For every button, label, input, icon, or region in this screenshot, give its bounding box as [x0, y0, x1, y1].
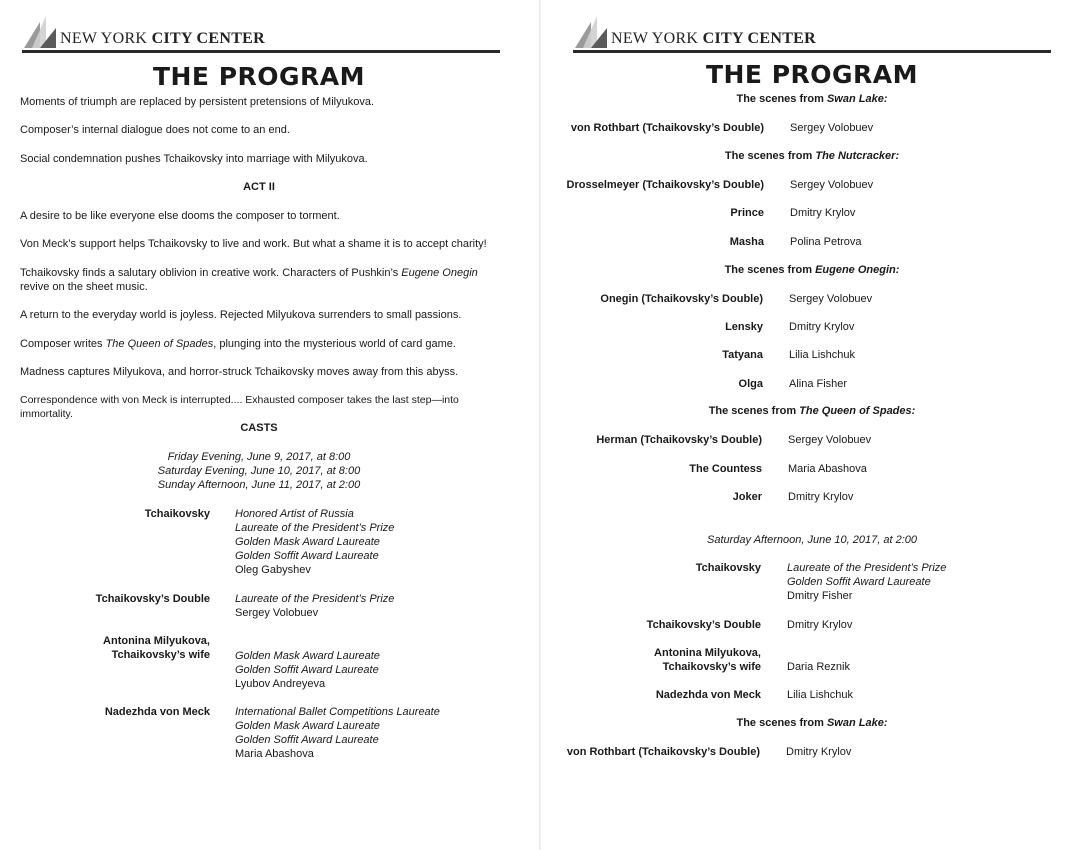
cast-role: von Rothbart (Tchaikovsky’s Double) — [566, 746, 760, 758]
cast-name: Sergey Volobuev — [788, 434, 872, 446]
performance-dates — [20, 450, 498, 492]
performance-date: Saturday Afternoon, June 10, 2017, at 2:00 — [707, 534, 917, 546]
cast-name: Dmitry Krylov — [788, 491, 854, 503]
city-center-logo-icon — [22, 14, 58, 50]
program-paragraph: A return to the everyday world is joyless. Rejected Milyukova surrenders to small passions. — [20, 309, 462, 321]
performance-date: Friday Evening, June 9, 2017, at 8:00 — [167, 451, 351, 463]
cast-name: Sergey Volobuev — [789, 293, 873, 305]
cast-role: Prince — [730, 207, 764, 219]
program-paragraph: Moments of triumph are replaced by persistent pretensions of Milyukova. — [20, 96, 374, 108]
cast-role: Antonina Milyukova, Tchaikovsky’s wife — [103, 635, 210, 661]
cast-role: Drosselmeyer (Tchaikovsky’s Double) — [566, 179, 764, 191]
page-title: THE PROGRAM — [705, 60, 919, 89]
city-center-logo-icon — [573, 14, 609, 50]
cast-info: Daria Reznik — [787, 661, 850, 673]
cast-role: Tatyana — [722, 349, 763, 361]
cast-name: Sergey Volobuev — [790, 179, 874, 191]
scene-heading: The scenes from Swan Lake: — [736, 717, 888, 729]
cast-name: Alina Fisher — [789, 378, 848, 390]
scene-heading: The scenes from The Nutcracker: — [724, 150, 900, 162]
program-paragraph: Madness captures Milyukova, and horror-struck Tchaikovsky moves away from this abyss. — [20, 366, 459, 378]
cast-name: Maria Abashova — [788, 463, 867, 475]
cast-role: Tchaikovsky’s Double — [646, 619, 761, 631]
cast-role: Joker — [732, 491, 762, 503]
cast-role: Nadezhda von Meck — [104, 706, 210, 718]
program-paragraph: Correspondence with von Meck is interrupted.... Exhausted composer takes the last step—into immortality. — [20, 394, 459, 420]
header-rule — [22, 50, 500, 53]
cast-info: Honored Artist of Russia Laureate of the President’s Prize Golden Mask Award Laureate Golden Soffit Award Laureate Oleg Gabyshev — [235, 508, 395, 576]
left-page — [0, 0, 540, 850]
cast-role: Masha — [729, 236, 764, 248]
cast-info: Golden Mask Award Laureate Golden Soffit Award Laureate Lyubov Andreyeva — [235, 650, 380, 690]
performance-date: Sunday Afternoon, June 11, 2017, at 2:00 — [157, 479, 361, 491]
cast-info: Lilia Lishchuk — [787, 689, 854, 701]
cast-name: Dmitry Krylov — [786, 746, 852, 758]
cast-name: Dmitry Krylov — [790, 207, 856, 219]
cast-name: Lilia Lishchuk — [789, 349, 856, 361]
cast-role: The Countess — [689, 463, 762, 475]
cast-info: Laureate of the President’s Prize Sergey Volobuev — [235, 593, 395, 619]
cast-role: Tchaikovsky’s Double — [95, 593, 210, 605]
cast-role: von Rothbart (Tchaikovsky’s Double) — [570, 122, 764, 134]
cast-role: Nadezhda von Meck — [655, 689, 761, 701]
cast-name: Dmitry Krylov — [789, 321, 855, 333]
cast-role: Antonina Milyukova, Tchaikovsky’s wife — [654, 647, 761, 673]
performance-date: Saturday Evening, June 10, 2017, at 8:00 — [157, 465, 361, 477]
cast-role: Olga — [738, 378, 763, 390]
brand-name: NEW YORK CITY CENTER — [611, 30, 817, 47]
cast-role: Tchaikovsky — [144, 508, 210, 520]
scene-heading: The scenes from Swan Lake: — [736, 93, 888, 105]
program-paragraph: Tchaikovsky finds a salutary oblivion in creative work. Characters of Pushkin’s Eugene Onegin revive on the sheet music. — [20, 267, 478, 293]
brand-name: NEW YORK CITY CENTER — [60, 30, 266, 47]
right-page — [541, 0, 1082, 850]
act-heading: ACT II — [243, 181, 275, 193]
cast-info: Laureate of the President’s Prize Golden Soffit Award Laureate Dmitry Fisher — [787, 562, 947, 602]
program-paragraph: Von Meck’s support helps Tchaikovsky to live and work. But what a shame it is to accept charity! — [20, 238, 487, 250]
cast-name: Sergey Volobuev — [790, 122, 874, 134]
page-header — [573, 14, 1051, 54]
cast-info: Dmitry Krylov — [787, 619, 853, 631]
program-paragraph: A desire to be like everyone else dooms the composer to torment. — [20, 210, 340, 222]
program-paragraph: Composer’s internal dialogue does not come to an end. — [20, 124, 290, 136]
program-paragraph: Composer writes The Queen of Spades, plunging into the mysterious world of card game. — [20, 338, 456, 350]
header-rule — [573, 50, 1051, 53]
casts-heading: CASTS — [240, 422, 278, 434]
cast-info: International Ballet Competitions Laureate Golden Mask Award Laureate Golden Soffit Award Laureate Maria Abashova — [235, 706, 440, 760]
cast-role: Lensky — [725, 321, 763, 333]
cast-name: Polina Petrova — [790, 236, 862, 248]
cast-role: Tchaikovsky — [695, 562, 761, 574]
cast-role: Herman (Tchaikovsky’s Double) — [596, 434, 762, 446]
page-title: THE PROGRAM — [152, 62, 366, 91]
page-header — [22, 14, 500, 54]
program-paragraph: Social condemnation pushes Tchaikovsky into marriage with Milyukova. — [20, 153, 368, 165]
scene-heading: The scenes from The Queen of Spades: — [708, 405, 916, 417]
cast-role: Onegin (Tchaikovsky’s Double) — [600, 293, 763, 305]
scene-heading: The scenes from Eugene Onegin: — [724, 264, 900, 276]
